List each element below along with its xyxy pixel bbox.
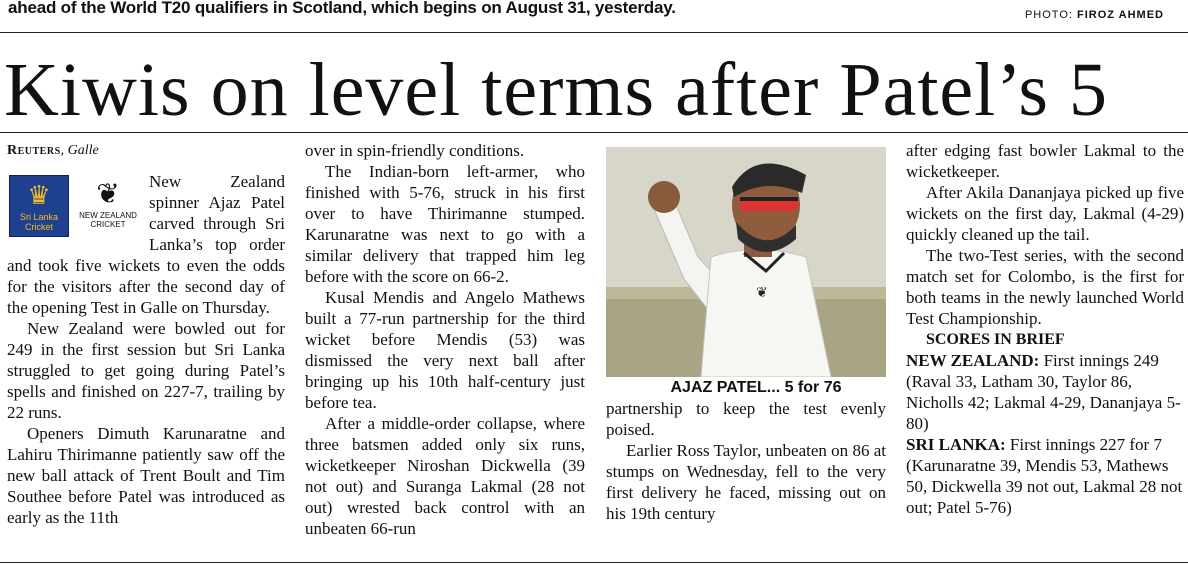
fern-icon: ❦	[96, 178, 120, 209]
paragraph: partnership to keep the test evenly poised.	[606, 399, 886, 439]
photo-credit-label: PHOTO:	[1024, 9, 1073, 21]
article-column-3	[606, 140, 886, 524]
player-photo	[606, 147, 886, 377]
paragraph: Earlier Ross Taylor, unbeaten on 86 at stumps on Wednesday, fell to the very first delivery he faced, missing out on his 19th century	[606, 441, 886, 523]
player-celebration-illustration	[606, 147, 886, 377]
score-team: SRI LANKA:	[906, 435, 1006, 454]
sri-lanka-logo-text: Sri Lanka Cricket	[19, 212, 59, 232]
photo-caption: AJAZ PATEL... 5 for 76	[670, 379, 842, 396]
article-column-2	[305, 140, 585, 539]
previous-photo-caption: ahead of the World T20 qualifiers in Scotland, which begins on August 31, yesterday.	[8, 0, 676, 17]
paragraph: over in spin-friendly conditions.	[305, 141, 525, 160]
nz-logo-line1: NEW ZEALAND	[79, 211, 137, 220]
score-text: First innings 249 (Raval 33, Latham 30, Taylor 86, Nicholls 42; Lakmal 4-29, Dananjaya 5-80)	[906, 351, 1181, 433]
score-entry	[906, 350, 1184, 434]
headline-divider	[0, 132, 1188, 133]
photo-credit-name: FIROZ AHMED	[1077, 9, 1164, 21]
paragraph: New Zealand were bowled out for 249 in the first session but Sri Lanka struggled to get going during Patel’s spells and finished on 227-7, trailing by 22 runs.	[7, 319, 285, 422]
score-entry	[906, 434, 1184, 518]
paragraph: After a middle-order collapse, where three batsmen added only six runs, wicketkeeper Niroshan Dickwella (39 not out) and Suranga Lakmal (28 not out) wrested back control with an unbeaten 66-run	[305, 414, 585, 538]
bottom-divider	[0, 562, 1188, 563]
article-column-4	[906, 140, 1184, 518]
score-team: NEW ZEALAND:	[906, 351, 1040, 370]
paragraph: Kusal Mendis and Angelo Mathews built a 77-run partnership for the third wicket before Mendis (53) was dismissed the very next ball after bringing up his 10th half-century just before tea.	[305, 288, 585, 412]
photo-credit	[1025, 9, 1164, 21]
headline: Kiwis on level terms after Patel’s 5	[4, 48, 1108, 132]
new-zealand-cricket-logo	[77, 177, 139, 235]
paragraph: After Akila Dananjaya picked up five wickets on the first day, Lakmal (4-29) quickly cleaned up the tail.	[906, 183, 1184, 244]
dateline-agency: Reuters	[7, 143, 61, 158]
lion-icon: ♛	[27, 180, 51, 210]
paragraph: New Zealand spinner Ajaz Patel carved through Sri Lanka’s top order and took five wickets to even the odds for the visitors after the second day of the opening Test in Galle on Thursday.	[7, 172, 285, 317]
dateline-place: Galle	[67, 143, 99, 158]
paragraph: The two-Test series, with the second match set for Colombo, is the first for both teams in the newly launched World Test Championship.	[906, 246, 1184, 328]
score-text: First innings 227 for 7 (Karunaratne 39, Mendis 53, Mathews 50, Dickwella 39 not out, Lakmal 28 not out; Patel 5-76)	[906, 435, 1183, 517]
top-strip	[0, 0, 1188, 33]
paragraph: after edging fast bowler Lakmal to the wicketkeeper.	[906, 141, 1184, 181]
svg-text:❦: ❦	[756, 285, 768, 301]
team-logos	[7, 175, 141, 239]
scores-heading: SCORES IN BRIEF	[926, 331, 1065, 348]
article-column-1	[7, 140, 285, 528]
paragraph: Openers Dimuth Karunaratne and Lahiru Thirimanne patiently saw off the new ball attack of Trent Boult and Tim Southee before Patel was introduced as early as the 11th	[7, 424, 285, 527]
nz-logo-line2: CRICKET	[90, 220, 126, 229]
sri-lanka-cricket-logo	[9, 175, 69, 237]
dateline: Reuters, Galle	[7, 143, 99, 158]
paragraph: The Indian-born left-armer, who finished with 5-76, struck in his first over to have Thirimanne stumped. Karunaratne was next to go with a similar delivery that trapped him leg before with the score on 66-2.	[305, 162, 585, 286]
